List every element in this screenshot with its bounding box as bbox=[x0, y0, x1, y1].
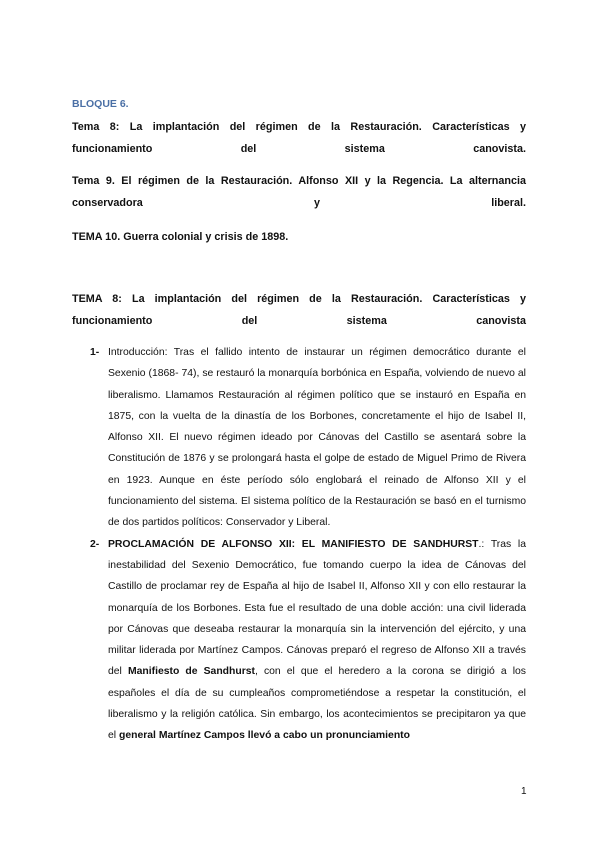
list-item-heading: PROCLAMACIÓN DE ALFONSO XII: EL MANIFIESTO DE SANDHURST bbox=[108, 538, 479, 550]
bold-term: general Martínez Campos llevó a cabo un pronunciamiento bbox=[118, 730, 410, 742]
index-topic-10: TEMA 10. Guerra colonial y crisis de 1898. bbox=[72, 231, 289, 243]
list-item-text: Introducción: Tras el fallido intento de instaurar un régimen democrático durante el Sexenio (1868- 74), se restauró la monarquía borbónica en España, volviendo de nuevo al liberalismo. Llamamos Restauración al régimen político que se instauró en España en 1875, con la vuelta de la dinastía de los Borbones, concretamente el hijo de Isabel II, Alfonso XII. El nuevo régimen ideado por Cánovas del Castillo se asentará sobre la Constitución de 1876 y se prolongará hasta el golpe de estado de Miguel Primo de Rivera en 1923. Aunque en éste período sólo englobará el reinado de Alfonso XII y el funcionamiento del sistema. El sistema político de la Restauración se basó en el turnismo de dos partidos políticos: Conservador y Liberal. bbox=[108, 347, 526, 529]
list-item bbox=[72, 534, 526, 747]
section-title: TEMA 8: La implantación del régimen de la Restauración. Características y funcionamiento del sistema canovista bbox=[72, 293, 526, 327]
index-topic-9: Tema 9. El régimen de la Restauración. Alfonso XII y la Regencia. La alternancia conservadora y liberal. bbox=[72, 175, 526, 209]
list-item-number: 2- bbox=[90, 538, 100, 550]
list-item-text: PROCLAMACIÓN DE ALFONSO XII: EL MANIFIESTO DE SANDHURST.: Tras la inestabilidad del Sexenio Democrático, fue tomando cuerpo la idea de Cánovas del Castillo de proclamar rey de España al hijo de Isabel II, Alfonso XII y con ello restaurar la monarquía de los Borbones. Esta fue el resultado de una doble acción: una civil liderada por Cánovas que deseaba restaurar la monarquía sin la intervención del ejército, y una militar liderada por Martínez Campos. Cánovas preparó el regreso de Alfonso XII a través del Manifiesto de Sandhurst, con el que el heredero a la corona se dirigió a los españoles el día de su cumpleaños comprometiéndose a respetar la constitución, el liberalismo y la religión católica. Sin embargo, los acontecimientos se precipitaron ya que el general Martínez Campos llevó a cabo un pronunciamiento bbox=[108, 538, 526, 742]
list-item-number: 1- bbox=[90, 347, 100, 358]
list-item bbox=[72, 342, 526, 534]
index-topic-8: Tema 8: La implantación del régimen de la Restauración. Características y funcionamiento del sistema canovista. bbox=[72, 121, 526, 155]
content-list bbox=[72, 342, 526, 747]
block-title: BLOQUE 6. bbox=[72, 98, 129, 110]
page-number: 1 bbox=[521, 786, 527, 797]
bold-term: Manifiesto de Sandhurst bbox=[127, 666, 255, 678]
